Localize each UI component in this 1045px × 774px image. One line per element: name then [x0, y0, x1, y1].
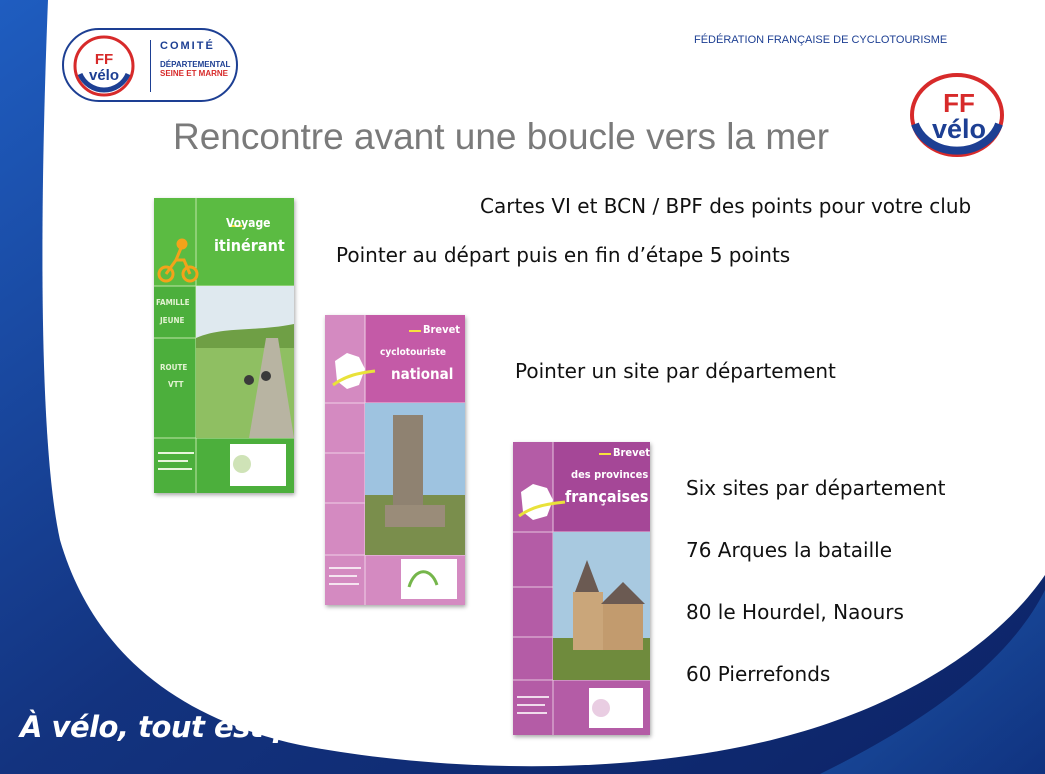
federation-name: FÉDÉRATION FRANÇAISE DE CYCLOTOURISME	[694, 34, 948, 46]
site-60-line: 60 Pierrefonds	[686, 662, 831, 686]
voyage-tag-route: ROUTE	[160, 363, 188, 372]
logo-separator	[150, 40, 151, 92]
pointer-site-line: Pointer un site par département	[515, 359, 836, 383]
tagline: À vélo, tout est plus beau !	[20, 710, 451, 744]
logo-text	[160, 40, 230, 78]
site-76-line: 76 Arques la bataille	[686, 538, 893, 562]
voyage-tag-jeune: JEUNE	[160, 316, 185, 325]
svg-text:vélo: vélo	[931, 114, 987, 144]
svg-text:FF: FF	[94, 51, 114, 68]
cartes-line: Cartes VI et BCN / BPF des points pour votre club	[480, 194, 972, 218]
pointer-depart-line: Pointer au départ puis en fin d’étape 5 points	[336, 243, 791, 267]
svg-text:vélo: vélo	[88, 67, 120, 84]
logo-seine-et-marne: SEINE ET MARNE	[160, 68, 229, 78]
voyage-tag-vtt: VTT	[168, 380, 184, 389]
voyage-line1: Voyage	[226, 216, 271, 230]
voyage-tag-famille: FAMILLE	[156, 298, 190, 307]
svg-text:FF: FF	[943, 88, 975, 118]
brochure-bcn-art	[325, 315, 465, 605]
bpf-line1: Brevet	[613, 446, 650, 459]
bcn-line1: Brevet	[423, 323, 461, 336]
ffvelo-logo-icon	[72, 34, 136, 98]
comite-logo	[62, 28, 238, 102]
page-title: Rencontre avant une boucle vers la mer	[173, 116, 830, 157]
brochure-voyage-itinerant	[154, 198, 294, 493]
brochure-bpf	[513, 442, 650, 735]
logo-departemental: DÉPARTEMENTAL	[160, 59, 231, 69]
bpf-line2: des provinces	[571, 468, 649, 481]
ffvelo-big-logo-icon	[909, 72, 1005, 158]
brochure-bcn	[325, 315, 465, 605]
bcn-line2: cyclotouriste	[380, 347, 446, 358]
six-sites-line: Six sites par département	[686, 476, 946, 500]
site-80-line: 80 le Hourdel, Naours	[686, 600, 904, 624]
voyage-line2: itinérant	[214, 236, 285, 255]
bpf-line3: françaises	[565, 487, 649, 506]
brochure-bpf-art	[513, 442, 650, 735]
bcn-line3: national	[391, 365, 454, 383]
logo-comite: COMITÉ	[160, 40, 215, 52]
